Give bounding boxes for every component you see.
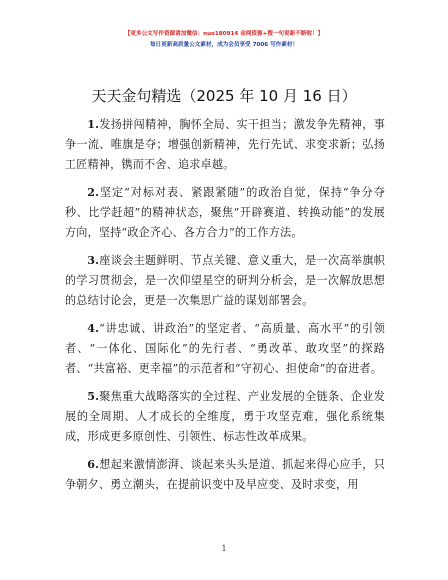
banner-promo-line-1: 【更多公文写作资源请加微信：nuo180914 金网资源+搜一句更新不断啦！】: [124, 31, 324, 37]
document-title: 天天金句精选（2025 年 10 月 16 日）: [91, 87, 357, 105]
paragraph-1: [65, 115, 385, 175]
paragraph-number: 3.: [87, 254, 100, 267]
banner-promo-line-2: 每日更新高质量公文素材，成为会员享受 7006 写作素材！: [149, 42, 299, 48]
paragraph-number: 1.: [87, 118, 100, 131]
page-number: 1: [221, 544, 227, 553]
paragraph-4: [65, 319, 385, 379]
paragraph-text: 聚焦重大战略落实的全过程、产业发展的全链条、企业发展的全周期、人才成长的全维度，勇于攻坚克难，强化系统集成，形成更多原创性、引领性、标志性改革成果。: [65, 390, 385, 443]
paragraph-text: 座谈会主题鲜明、节点关键、意义重大，是一次高举旗帜的学习贯彻会，是一次仰望星空的研判分析会，是一次解放思想的总结讨论会，更是一次集思广益的谋划部署会。: [65, 254, 385, 307]
paragraph-text: 发扬拼闯精神，胸怀全局、实干担当；激发争先精神，事争一流、唯旗是夺；增强创新精神，先行先试、求变求新；弘扬工匠精神，镌而不舍、追求卓越。: [65, 118, 385, 171]
paragraph-text: 坚定“对标对表、紧跟紧随”的政治自觉，保持“争分夺秒、比学赶超”的精神状态，聚焦“开辟赛道、转换动能”的发展方向，坚持“政企齐心、各方合力”的工作方法。: [65, 186, 385, 239]
document-body: [65, 115, 385, 503]
paragraph-number: 2.: [87, 186, 100, 199]
paragraph-5: [65, 387, 385, 447]
paragraph-3: [65, 251, 385, 311]
paragraph-6: [65, 455, 385, 495]
paragraph-number: 4.: [87, 322, 100, 335]
paragraph-2: [65, 183, 385, 243]
paragraph-number: 5.: [87, 390, 100, 403]
paragraph-number: 6.: [87, 458, 100, 471]
paragraph-text: “讲忠诚、讲政治”的坚定者、“高质量、高水平”的引领者、“一体化、国际化”的先行者、“勇改革、敢攻坚”的探路者、“共富裕、更幸福”的示范者和“守初心、担使命”的奋进者。: [65, 322, 385, 375]
paragraph-text: 想起来激情澎湃、谈起来头头是道、抓起来得心应手，只争朝夕、勇立潮头，在提前识变中及早应变、及时求变，用: [65, 458, 385, 491]
